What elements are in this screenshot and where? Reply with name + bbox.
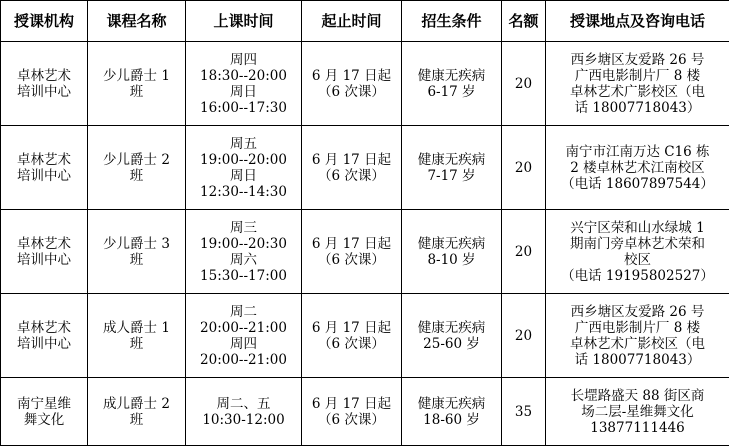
location-cell [546,210,729,294]
time-cell-line: 19:00--20:00 [189,152,298,168]
location-cell-line: （电话 18607897544） [549,176,726,192]
quota-cell: 20 [502,126,546,210]
quota-cell: 20 [502,42,546,126]
org-cell-line: 卓林艺术 [4,152,84,168]
course-cell-line: 成儿爵士 2 [91,396,182,412]
course-cell [88,294,186,378]
time-cell-line: 周日 [189,168,298,184]
location-cell [546,294,729,378]
location-cell-line: 广西电影制片厂 8 楼 [549,320,726,336]
quota-cell: 20 [502,210,546,294]
location-cell-line: 校区 [549,252,726,268]
course-cell-line: 少儿爵士 3 [91,236,182,252]
condition-cell-line: 6-17 岁 [405,84,498,100]
course-cell-line: 班 [91,168,182,184]
condition-cell-line: 8-10 岁 [405,252,498,268]
location-cell-line: 广西电影制片厂 8 楼 [549,68,726,84]
time-cell [186,126,302,210]
course-cell-line: 班 [91,336,182,352]
time-cell-line: 16:00--17:30 [189,100,298,116]
time-cell-line: 周日 [189,84,298,100]
period-cell-line: 6 月 17 日起 [305,68,398,84]
time-cell-line: 12:30--14:30 [189,184,298,200]
org-cell-line: 南宁星维 [4,396,84,412]
condition-cell-line: 健康无疾病 [405,152,498,168]
org-cell-line: 卓林艺术 [4,68,84,84]
condition-cell-line: 健康无疾病 [405,396,498,412]
condition-cell-line: 18-60 岁 [405,412,498,428]
condition-cell [402,294,502,378]
location-cell-line: 南宁市江南万达 C16 栋 [549,144,726,160]
org-cell [1,378,88,446]
location-cell [546,378,729,446]
header-org: 授课机构 [1,1,88,42]
org-cell-line: 舞文化 [4,412,84,428]
course-cell-line: 少儿爵士 2 [91,152,182,168]
location-cell [546,42,729,126]
location-cell [546,126,729,210]
course-cell-line: 班 [91,252,182,268]
period-cell [302,378,402,446]
location-cell-line: 场二层-星维舞文化 [549,404,726,420]
quota-cell: 35 [502,378,546,446]
time-cell [186,294,302,378]
location-cell-line: 卓林艺术广影校区（电 [549,84,726,100]
header-quota: 名额 [502,1,546,42]
period-cell [302,294,402,378]
condition-cell-line: 7-17 岁 [405,168,498,184]
time-cell-line: 周三 [189,220,298,236]
period-cell-line: （6 次课） [305,168,398,184]
condition-cell [402,126,502,210]
table-row [1,378,729,446]
org-cell-line: 培训中心 [4,84,84,100]
table-row [1,126,729,210]
time-cell-line: 20:00--21:00 [189,352,298,368]
course-cell-line: 成人爵士 1 [91,320,182,336]
time-cell [186,378,302,446]
location-cell-line: 西乡塘区友爱路 26 号 [549,304,726,320]
location-cell-line: 期南门旁卓林艺术荣和 [549,236,726,252]
time-cell-line: 周二、五 [189,396,298,412]
condition-cell [402,210,502,294]
time-cell-line: 周二 [189,304,298,320]
org-cell [1,126,88,210]
location-cell-line: 13877111446 [549,420,726,436]
location-cell-line: 长堽路盛天 88 街区商 [549,388,726,404]
org-cell [1,294,88,378]
period-cell-line: 6 月 17 日起 [305,396,398,412]
course-cell [88,378,186,446]
header-location: 授课地点及咨询电话 [546,1,729,42]
header-period: 起止时间 [302,1,402,42]
period-cell [302,210,402,294]
course-cell [88,42,186,126]
location-cell-line: 话 18007718043） [549,352,726,368]
time-cell-line: 15:30--17:00 [189,268,298,284]
period-cell [302,126,402,210]
period-cell-line: （6 次课） [305,252,398,268]
time-cell [186,42,302,126]
period-cell-line: 6 月 17 日起 [305,152,398,168]
org-cell-line: 培训中心 [4,252,84,268]
header-condition: 招生条件 [402,1,502,42]
org-cell-line: 卓林艺术 [4,320,84,336]
location-cell-line: 2 楼卓林艺术江南校区 [549,160,726,176]
course-cell-line: 班 [91,412,182,428]
course-cell-line: 班 [91,84,182,100]
period-cell [302,42,402,126]
condition-cell [402,42,502,126]
time-cell-line: 周四 [189,336,298,352]
table-row [1,294,729,378]
location-cell-line: 卓林艺术广影校区（电 [549,336,726,352]
period-cell-line: 6 月 17 日起 [305,320,398,336]
org-cell [1,42,88,126]
time-cell-line: 周四 [189,52,298,68]
org-cell-line: 卓林艺术 [4,236,84,252]
condition-cell-line: 健康无疾病 [405,236,498,252]
table-row [1,42,729,126]
condition-cell [402,378,502,446]
time-cell-line: 周五 [189,136,298,152]
quota-cell: 20 [502,294,546,378]
course-cell [88,210,186,294]
location-cell-line: 西乡塘区友爱路 26 号 [549,52,726,68]
org-cell-line: 培训中心 [4,336,84,352]
time-cell-line: 10:30-12:00 [189,412,298,428]
period-cell-line: 6 月 17 日起 [305,236,398,252]
time-cell-line: 19:00--20:30 [189,236,298,252]
period-cell-line: （6 次课） [305,336,398,352]
time-cell-line: 周六 [189,252,298,268]
condition-cell-line: 健康无疾病 [405,68,498,84]
course-cell [88,126,186,210]
table-body [1,42,729,446]
header-row [1,1,729,42]
header-time: 上课时间 [186,1,302,42]
location-cell-line: （电话 19195802527） [549,268,726,284]
org-cell [1,210,88,294]
time-cell-line: 20:00--21:00 [189,320,298,336]
time-cell [186,210,302,294]
period-cell-line: （6 次课） [305,84,398,100]
course-cell-line: 少儿爵士 1 [91,68,182,84]
header-course: 课程名称 [88,1,186,42]
location-cell-line: 话 18007718043） [549,100,726,116]
time-cell-line: 18:30--20:00 [189,68,298,84]
period-cell-line: （6 次课） [305,412,398,428]
org-cell-line: 培训中心 [4,168,84,184]
table-row [1,210,729,294]
condition-cell-line: 25-60 岁 [405,336,498,352]
location-cell-line: 兴宁区荣和山水绿城 1 [549,220,726,236]
condition-cell-line: 健康无疾病 [405,320,498,336]
